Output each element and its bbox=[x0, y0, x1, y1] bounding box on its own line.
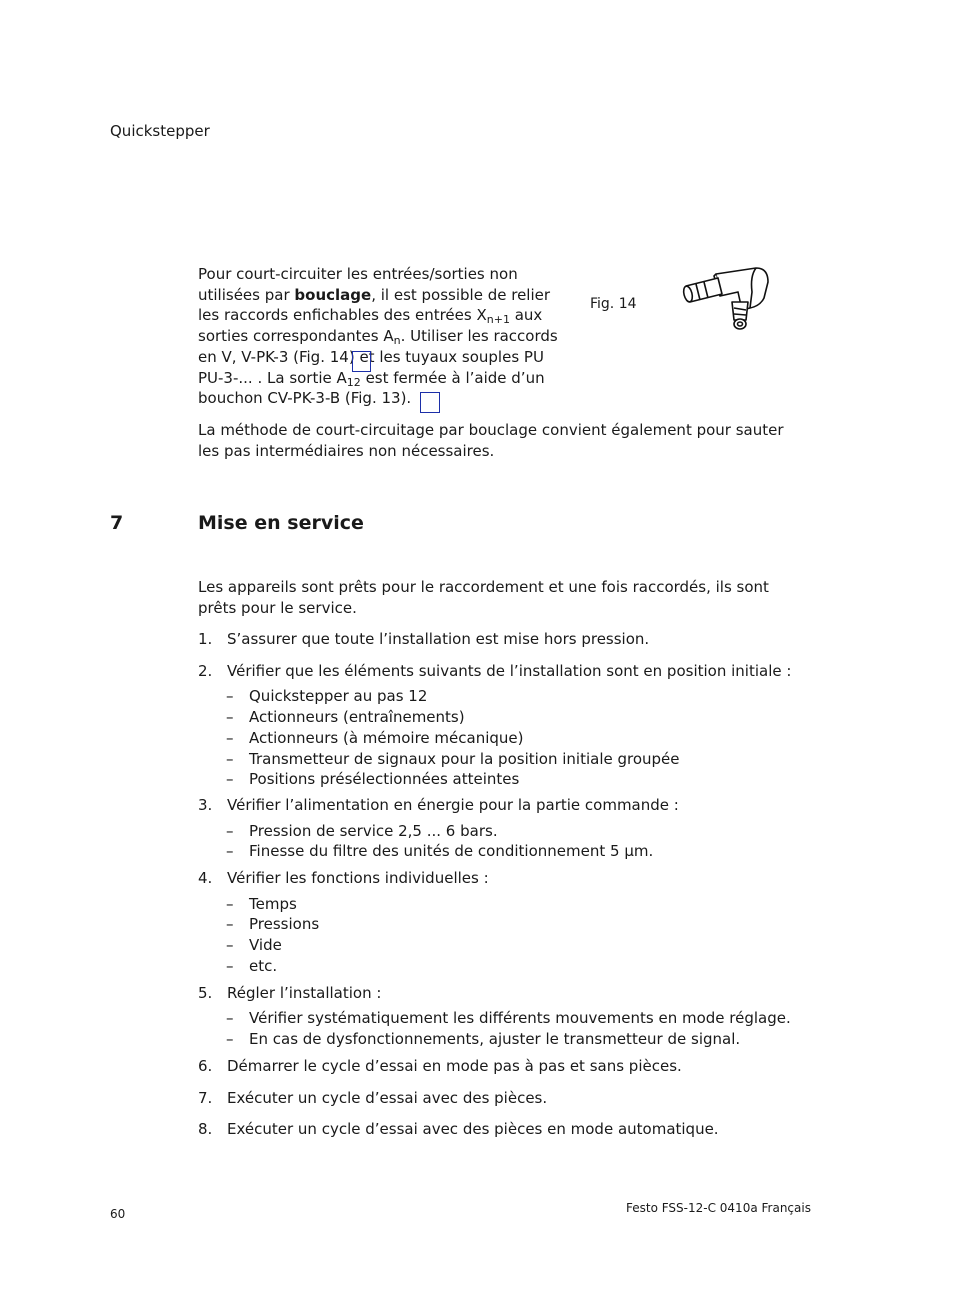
list-item: – Pressions bbox=[226, 915, 320, 934]
list-item: – etc. bbox=[226, 956, 278, 975]
fig-13-link[interactable] bbox=[420, 392, 440, 413]
list-item: – Finesse du filtre des unités de conditionnement 5 µm. bbox=[226, 842, 654, 861]
list-item: – Quickstepper au pas 12 bbox=[226, 687, 428, 706]
list-item: – En cas de dysfonctionnements, ajuster le transmetteur de signal. bbox=[226, 1029, 741, 1048]
procedure-steps bbox=[198, 629, 798, 1140]
step-item: 6. Démarrer le cycle d’essai en mode pas à pas et sans pièces. bbox=[198, 1056, 682, 1075]
section-title: Mise en service bbox=[198, 512, 364, 534]
fig-14-link[interactable] bbox=[352, 351, 371, 372]
figure-caption: Fig. 14 bbox=[590, 296, 637, 312]
section-number: 7 bbox=[110, 512, 124, 534]
list-item: – Temps bbox=[226, 894, 297, 913]
list-item: – Vide bbox=[226, 936, 282, 955]
document-id: Festo FSS-12-C 0410a Français bbox=[626, 1201, 811, 1215]
step-item: 1. S’assurer que toute l’installation est mise hors pression. bbox=[198, 630, 650, 648]
list-item: – Actionneurs (à mémoire mécanique) bbox=[226, 728, 524, 747]
step-item: 8. Exécuter un cycle d’essai avec des pièces en mode automatique. bbox=[198, 1120, 719, 1139]
bold-term: bouclage bbox=[294, 285, 372, 304]
step-item: 2. Vérifier que les éléments suivants de l’installation sont en position initiale : – Quickstepper au pas 12 – Actionneurs (entraînements) – Actionneurs (à mémoire mécanique) – Transmetteur de signaux pour la position initiale groupée – Positions présélectionnées atteintes bbox=[198, 661, 798, 790]
page-number: 60 bbox=[110, 1207, 126, 1221]
step-item: 7. Exécuter un cycle d’essai avec des pièces. bbox=[198, 1089, 548, 1108]
step-item: 3. Vérifier l’alimentation en énergie pour la partie commande : – Pression de service 2,5 ... 6 bars. – Finesse du filtre des unités de conditionnement 5 µm. bbox=[198, 795, 798, 862]
bouclage-note: La méthode de court-circuitage par bouclage convient également pour sauter les pas intermédiaires non nécessaires. bbox=[198, 421, 784, 460]
step-item: 4. Vérifier les fonctions individuelles : – Temps – Pressions – Vide – etc. bbox=[198, 868, 798, 977]
section-intro: Les appareils sont prêts pour le raccordement et une fois raccordés, ils sont prêts pour le service. bbox=[198, 578, 769, 617]
step-item: 5. Régler l’installation : – Vérifier systématiquement les différents mouvements en mode réglage. – En cas de dysfonctionnements, ajuster le transmetteur de signal. bbox=[198, 983, 798, 1050]
list-item: – Vérifier systématiquement les différents mouvements en mode réglage. bbox=[226, 1009, 791, 1028]
list-item: – Actionneurs (entraînements) bbox=[226, 708, 465, 727]
list-item: – Transmetteur de signaux pour la position initiale groupée bbox=[226, 749, 680, 768]
intro-paragraph: Pour court-circuiter les entrées/sorties non utilisées par bouclage, il est possible de relier les raccords enfichables des entrées $X_{n+1}$ aux sorties correspondantes $A_n$. Utiliser les raccords en V, V-PK-3 (Fig. 14) et les tuyaux souples PU PU-3-... . La sortie $A_{12}$ est fermée à l’aide d’un bouchon CV-PK-3-B (Fig. 13). bbox=[198, 265, 558, 408]
list-item: – Pression de service 2,5 ... 6 bars. bbox=[226, 821, 498, 840]
v-connector-illustration bbox=[676, 262, 776, 338]
list-item: – Positions présélectionnées atteintes bbox=[226, 770, 520, 789]
running-header: Quickstepper bbox=[110, 122, 210, 140]
